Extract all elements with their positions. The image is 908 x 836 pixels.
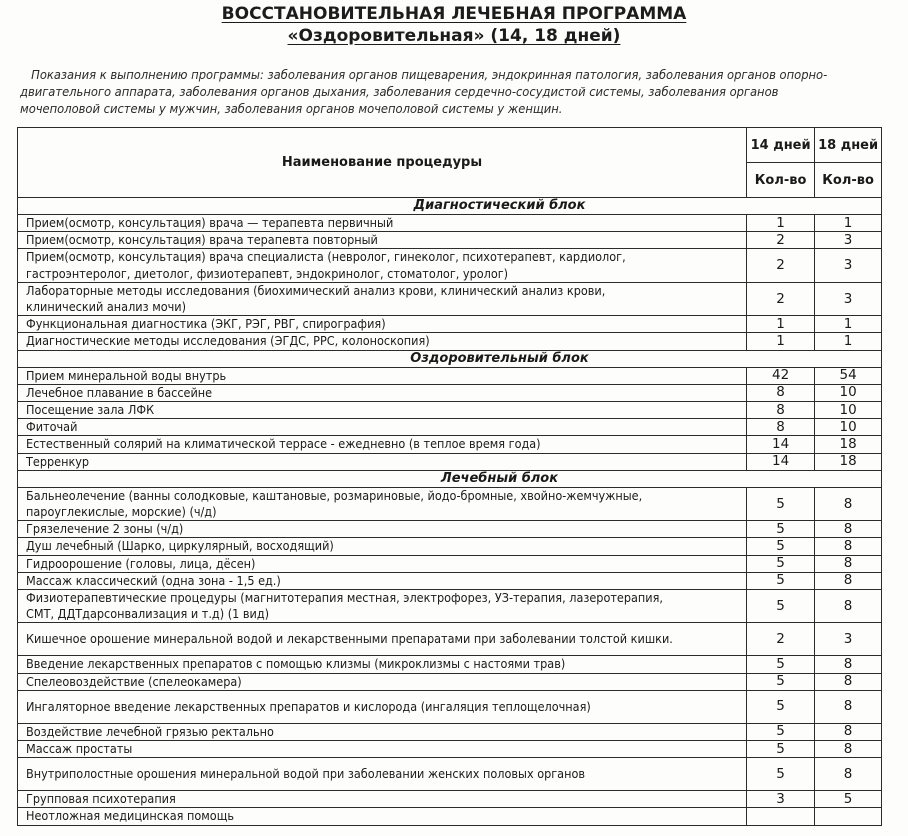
quantity-14-days: 2	[747, 282, 815, 315]
procedure-name-cell	[18, 282, 747, 315]
procedure-name: Естественный солярий на климатической террасе - ежедневно (в теплое время года)	[26, 436, 541, 452]
table-row	[18, 623, 882, 656]
procedure-name-cell	[18, 453, 747, 470]
table-row	[18, 249, 882, 282]
procedure-name-cell	[18, 232, 747, 249]
section-header-row	[18, 198, 882, 215]
procedure-name: Неотложная медицинская помощь	[26, 808, 234, 824]
procedure-name: Спелеовоздействие (спелеокамера)	[26, 673, 242, 689]
quantity-14-days: 5	[747, 723, 815, 740]
procedure-name: Массаж классический (одна зона - 1,5 ед.)	[26, 572, 281, 588]
table-row	[18, 436, 882, 453]
procedure-name-cell	[18, 623, 747, 656]
procedure-name-cell	[18, 402, 747, 419]
table-row	[18, 367, 882, 384]
title-line-2: «Оздоровительная» (14, 18 дней)	[287, 26, 621, 46]
section-title: Лечебный блок	[440, 470, 559, 486]
quantity-14-days: 5	[747, 538, 815, 555]
quantity-18-days: 8	[815, 555, 882, 572]
procedure-name: Ингаляторное введение лекарственных препаратов и кислорода (ингаляция теплощелочная)	[26, 698, 591, 714]
procedure-name: Воздействие лечебной грязью ректально	[26, 723, 274, 739]
quantity-14-days: 3	[747, 791, 815, 808]
procedure-name: Групповая психотерапия	[26, 791, 176, 807]
procedure-name: Функциональная диагностика (ЭКГ, РЭГ, РВГ, спирография)	[26, 316, 386, 332]
quantity-18-days: 3	[815, 232, 882, 249]
table-row	[18, 673, 882, 690]
quantity-14-days: 14	[747, 436, 815, 453]
quantity-14-days: 5	[747, 656, 815, 673]
quantity-18-days: 1	[815, 333, 882, 350]
table-row	[18, 791, 882, 808]
procedure-name-cell	[18, 419, 747, 436]
procedure-name: Кишечное орошение минеральной водой и лекарственными препаратами при заболевании толстой кишки.	[26, 631, 673, 647]
quantity-14-days: 5	[747, 673, 815, 690]
table-row	[18, 808, 882, 825]
procedure-name-cell	[18, 215, 747, 232]
quantity-18-days: 3	[815, 282, 882, 315]
procedure-name-cell	[18, 673, 747, 690]
section-title: Диагностический блок	[413, 198, 586, 213]
quantity-14-days: 5	[747, 690, 815, 723]
header-18-days: 18 дней	[815, 128, 882, 163]
document-title	[0, 4, 908, 24]
quantity-14-days: 5	[747, 590, 815, 623]
header-18-days-quantity: Кол-во	[815, 163, 882, 198]
table-row	[18, 572, 882, 589]
table-row	[18, 487, 882, 520]
header-14-days-quantity: Кол-во	[747, 163, 815, 198]
quantity-14-days: 2	[747, 232, 815, 249]
quantity-18-days: 10	[815, 384, 882, 401]
quantity-18-days: 8	[815, 487, 882, 520]
procedure-name-cell	[18, 808, 747, 825]
procedure-name-cell	[18, 333, 747, 350]
quantity-18-days: 1	[815, 215, 882, 232]
table-row	[18, 723, 882, 740]
quantity-14-days: 14	[747, 453, 815, 470]
table-row	[18, 555, 882, 572]
table-row	[18, 453, 882, 470]
section-header-row	[18, 470, 882, 487]
section-header	[18, 350, 882, 367]
quantity-18-days: 54	[815, 367, 882, 384]
table-row	[18, 741, 882, 758]
quantity-18-days: 8	[815, 590, 882, 623]
procedure-name-cell	[18, 384, 747, 401]
quantity-18-days: 8	[815, 690, 882, 723]
section-title: Оздоровительный блок	[410, 350, 589, 366]
procedure-name-cell	[18, 723, 747, 740]
procedure-name-cell	[18, 249, 747, 282]
procedure-name-cell	[18, 791, 747, 808]
section-header	[18, 470, 882, 487]
quantity-14-days: 8	[747, 384, 815, 401]
quantity-18-days: 5	[815, 791, 882, 808]
table-row	[18, 656, 882, 673]
procedure-name-cell	[18, 656, 747, 673]
quantity-18-days: 8	[815, 656, 882, 673]
procedure-name-cell	[18, 521, 747, 538]
quantity-18-days: 8	[815, 521, 882, 538]
table-row	[18, 538, 882, 555]
procedure-name-cell	[18, 436, 747, 453]
title-line-1: ВОССТАНОВИТЕЛЬНАЯ ЛЕЧЕБНАЯ ПРОГРАММА	[221, 4, 687, 24]
procedure-name-cell	[18, 758, 747, 791]
procedure-name: Диагностические методы исследования (ЭГДС, РРС, колоноскопия)	[26, 333, 430, 349]
quantity-18-days: 18	[815, 453, 882, 470]
table-row	[18, 316, 882, 333]
procedure-name: Лабораторные методы исследования (биохимический анализ крови, клинический анализ крови, клинический анализ мочи)	[26, 282, 606, 315]
quantity-14-days: 5	[747, 487, 815, 520]
quantity-14-days	[747, 808, 815, 825]
procedure-name: Посещение зала ЛФК	[26, 402, 155, 418]
quantity-14-days: 5	[747, 555, 815, 572]
quantity-18-days: 8	[815, 723, 882, 740]
table-row	[18, 690, 882, 723]
quantity-14-days: 8	[747, 402, 815, 419]
procedure-name: Внутриполостные орошения минеральной водой при заболевании женских половых органов	[26, 766, 586, 782]
procedure-name-cell	[18, 538, 747, 555]
procedure-name-cell	[18, 316, 747, 333]
quantity-14-days: 5	[747, 521, 815, 538]
procedure-name: Терренкур	[26, 453, 90, 469]
table-row	[18, 333, 882, 350]
indications-paragraph: Показания к выполнению программы: заболевания органов пищеварения, эндокринная патология, заболевания органов опорно-двигательного аппарата, заболевания органов дыхания, заболевания сердечно-сосудистой системы, заболевания органов мочеполовой системы у мужчин, заболевания органов мочеполовой системы у женщин.	[20, 67, 828, 116]
procedure-name-cell	[18, 555, 747, 572]
procedure-name: Душ лечебный (Шарко, циркулярный, восходящий)	[26, 538, 334, 554]
procedure-name: Лечебное плавание в бассейне	[26, 384, 213, 400]
quantity-14-days: 5	[747, 758, 815, 791]
procedure-name-cell	[18, 572, 747, 589]
procedure-name: Массаж простаты	[26, 741, 133, 757]
quantity-18-days: 18	[815, 436, 882, 453]
quantity-18-days: 3	[815, 623, 882, 656]
quantity-18-days: 8	[815, 572, 882, 589]
procedure-name: Прием(осмотр, консультация) врача терапевта повторный	[26, 232, 378, 248]
procedure-name: Прием(осмотр, консультация) врача специалиста (невролог, гинеколог, психотерапевт, кардиолог, гастроэнтеролог, диетолог, физиотерапевт, эндокринолог, стоматолог, уролог)	[26, 249, 626, 281]
procedure-name-cell	[18, 741, 747, 758]
quantity-14-days: 2	[747, 249, 815, 282]
quantity-18-days	[815, 808, 882, 825]
quantity-14-days: 1	[747, 316, 815, 333]
document-subtitle	[0, 26, 908, 46]
section-header-row	[18, 350, 882, 367]
quantity-18-days: 10	[815, 402, 882, 419]
table-row	[18, 384, 882, 401]
table-row	[18, 590, 882, 623]
quantity-14-days: 2	[747, 623, 815, 656]
table-row	[18, 282, 882, 315]
quantity-18-days: 10	[815, 419, 882, 436]
procedure-name: Физиотерапевтические процедуры (магнитотерапия местная, электрофорез, УЗ-терапия, лазеротерапия, СМТ, ДДТдарсонвализация и т.д) (1 вид)	[26, 590, 663, 622]
procedure-name: Грязелечение 2 зоны (ч/д)	[26, 521, 184, 537]
procedure-name: Прием(осмотр, консультация) врача — терапевта первичный	[26, 215, 394, 230]
header-14-days: 14 дней	[747, 128, 815, 163]
quantity-18-days: 8	[815, 538, 882, 555]
procedure-name-cell	[18, 590, 747, 623]
table-row	[18, 419, 882, 436]
header-procedure-name: Наименование процедуры	[18, 128, 747, 198]
quantity-18-days: 8	[815, 741, 882, 758]
procedure-name: Гидроорошение (головы, лица, дёсен)	[26, 555, 256, 571]
procedure-name-cell	[18, 690, 747, 723]
procedure-name: Прием минеральной воды внутрь	[26, 367, 227, 383]
table-row	[18, 232, 882, 249]
quantity-14-days: 5	[747, 741, 815, 758]
quantity-18-days: 3	[815, 249, 882, 282]
procedure-name: Бальнеолечение (ванны солодковые, каштановые, розмариновые, йодо-бромные, хвойно-жемчужные, пароуглекислые, морские) (ч/д)	[26, 487, 643, 520]
procedure-name-cell	[18, 367, 747, 384]
section-header	[18, 198, 882, 215]
quantity-18-days: 1	[815, 316, 882, 333]
procedure-name: Введение лекарственных препаратов с помощью клизмы (микроклизмы с настоями трав)	[26, 656, 566, 672]
procedures-table	[17, 127, 882, 826]
quantity-14-days: 5	[747, 572, 815, 589]
procedure-name-cell	[18, 487, 747, 520]
table-row	[18, 521, 882, 538]
table-row	[18, 215, 882, 232]
quantity-14-days: 1	[747, 333, 815, 350]
quantity-18-days: 8	[815, 673, 882, 690]
procedure-name: Фиточай	[26, 419, 78, 435]
table-body	[18, 198, 882, 826]
quantity-14-days: 8	[747, 419, 815, 436]
table-row	[18, 758, 882, 791]
quantity-14-days: 42	[747, 367, 815, 384]
quantity-14-days: 1	[747, 215, 815, 232]
table-row	[18, 402, 882, 419]
quantity-18-days: 8	[815, 758, 882, 791]
